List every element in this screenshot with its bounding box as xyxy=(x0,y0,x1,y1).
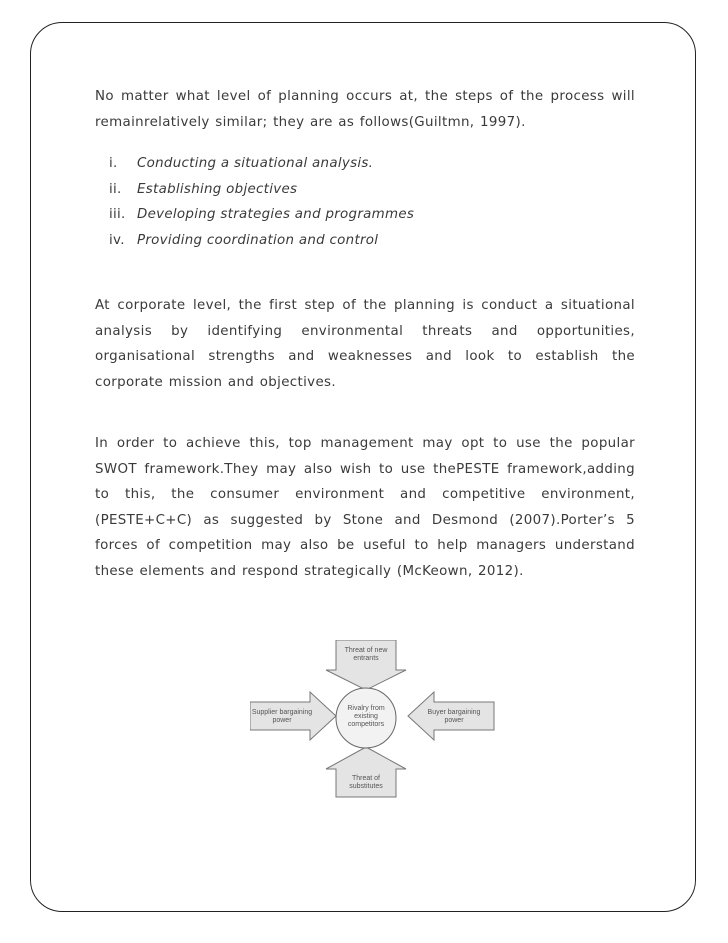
text-line: organisational strengths and weaknesses and look to establish the xyxy=(95,349,635,364)
text-line: In order to achieve this, top management may opt to use the popular xyxy=(95,436,635,451)
frameworks-paragraph xyxy=(95,431,635,584)
corporate-level-paragraph xyxy=(95,293,635,395)
right-force-arrow xyxy=(408,692,494,740)
list-number: iv. xyxy=(109,232,125,248)
text-line: analysis by identifying environmental threats and opportunities, xyxy=(95,323,635,339)
list-number: i. xyxy=(109,156,118,171)
text-line: No matter what level of planning occurs at, the steps of the process will xyxy=(95,89,635,104)
list-number: ii. xyxy=(109,181,122,197)
list-text: Conducting a situational analysis. xyxy=(137,156,374,171)
left-force-arrow xyxy=(250,692,336,740)
list-text: Providing coordination and control xyxy=(137,232,379,248)
bottom-force-label: substitutes xyxy=(349,783,383,790)
right-force-label: Buyer bargaining xyxy=(427,709,481,716)
text-line: these elements and respond strategically (McKeown, 2012). xyxy=(95,563,524,579)
left-force-label: power xyxy=(272,717,292,724)
list-item xyxy=(95,202,635,228)
list-item xyxy=(95,228,635,254)
document-body xyxy=(95,84,635,584)
list-text: Developing strategies and programmes xyxy=(137,207,415,222)
text-line: forces of competition may also be useful to help managers understand xyxy=(95,538,635,553)
right-force-label: power xyxy=(444,717,464,724)
list-text: Establishing objectives xyxy=(137,181,298,197)
list-number: iii. xyxy=(109,207,126,222)
intro-paragraph xyxy=(95,84,635,135)
list-item xyxy=(95,151,635,177)
planning-steps-list xyxy=(95,151,635,253)
text-line: At corporate level, the first step of the planning is conduct a situational xyxy=(95,298,635,313)
text-line: remainrelatively similar; they are as follows(Guiltmn, 1997). xyxy=(95,114,526,130)
center-label: competitors xyxy=(347,721,385,728)
text-line: (PESTE+C+C) as suggested by Stone and Desmond (2007).Porter’s 5 xyxy=(95,512,635,528)
top-force-label: Threat of new xyxy=(344,647,388,654)
text-line: to this, the consumer environment and competitive environment, xyxy=(95,487,635,502)
top-force-label: entrants xyxy=(353,655,379,662)
left-force-label: Supplier bargaining xyxy=(251,709,313,716)
bottom-force-label: Threat of xyxy=(351,775,381,782)
porters-five-forces-figure xyxy=(248,632,498,807)
center-label: Rivalry from xyxy=(347,705,385,712)
text-line: SWOT framework.They may also wish to use thePESTE framework,adding xyxy=(95,461,635,477)
text-line: corporate mission and objectives. xyxy=(95,374,336,390)
center-label: existing xyxy=(354,713,378,720)
list-item xyxy=(95,177,635,203)
